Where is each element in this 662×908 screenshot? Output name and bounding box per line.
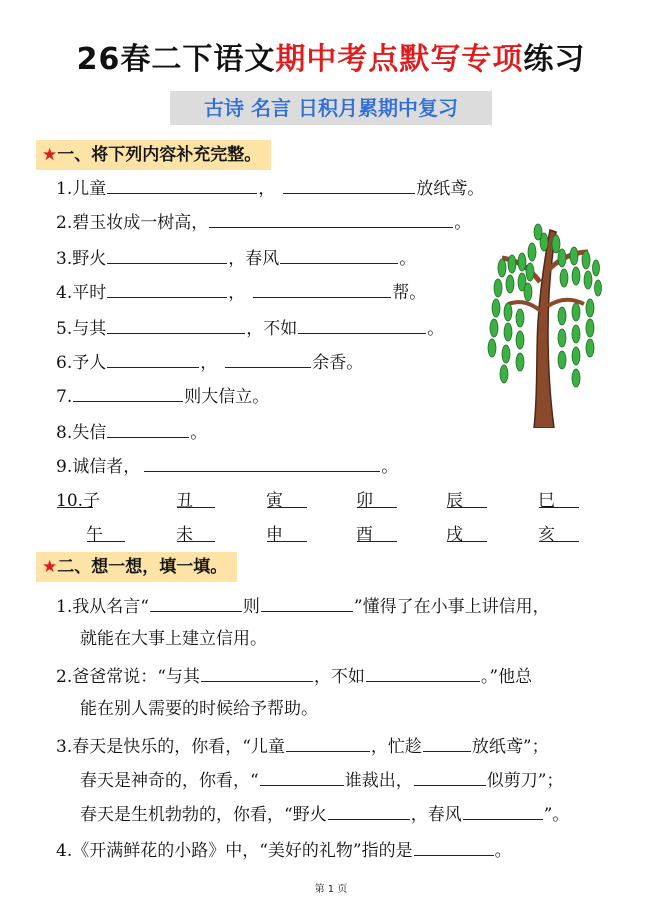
answer-blank[interactable] xyxy=(357,522,397,542)
answer-blank[interactable] xyxy=(73,382,183,402)
answer-blank[interactable] xyxy=(286,732,370,752)
answer-blank[interactable] xyxy=(260,766,344,786)
answer-blank[interactable] xyxy=(144,452,380,472)
answer-blank[interactable] xyxy=(225,348,311,368)
page-title xyxy=(0,34,662,78)
fill-question-3-line-3: 春天是生机勃勃的，你看，“野火 ，春风 ”。 xyxy=(80,800,569,826)
section-2-heading xyxy=(36,552,237,582)
question-2: 2.碧玉妆成一树高， 。 xyxy=(56,208,471,234)
fill-question-3-line-2: 春天是神奇的，你看，“ 谁裁出， 似剪刀”； xyxy=(80,766,563,792)
answer-blank[interactable] xyxy=(177,488,215,508)
question-4: 4.平时 ， 帮。 xyxy=(56,278,426,304)
fill-question-2-line-1: 2.爸爸常说：“与其 ，不如 。”他总 xyxy=(56,662,532,688)
answer-blank[interactable] xyxy=(261,592,353,612)
question-5: 5.与其 ，不如 。 xyxy=(56,314,444,340)
answer-blank[interactable] xyxy=(107,314,245,334)
answer-blank[interactable] xyxy=(150,592,242,612)
section-1-label: 一、将下列内容补充完整。 xyxy=(57,145,262,165)
answer-blank[interactable] xyxy=(267,488,307,508)
answer-blank[interactable] xyxy=(539,522,579,542)
answer-blank[interactable] xyxy=(447,488,487,508)
answer-blank[interactable] xyxy=(414,766,486,786)
answer-blank[interactable] xyxy=(267,522,307,542)
title-part3: 练习 xyxy=(523,42,586,77)
question-3: 3.野火 ，春风 。 xyxy=(56,244,416,270)
fill-question-3-line-1: 3.春天是快乐的，你看，“儿童 ，忙趁 放纸鸢”； xyxy=(56,732,549,758)
fill-question-4: 4.《开满鲜花的小路》中，“美好的礼物”指的是 。 xyxy=(56,836,512,862)
question-8: 8.失信 。 xyxy=(56,418,207,444)
answer-blank[interactable] xyxy=(87,522,125,542)
answer-blank[interactable] xyxy=(107,174,257,194)
fill-question-1-line-2: 就能在大事上建立信用。 xyxy=(80,629,267,649)
question-1: 1.儿童 ， 放纸鸢。 xyxy=(56,174,484,200)
answer-blank[interactable] xyxy=(107,418,189,438)
question-7: 7. 则大信立。 xyxy=(56,382,269,408)
fill-question-2-line-2: 能在别人需要的时候给予帮助。 xyxy=(80,699,318,719)
fill-question-1-line-1: 1.我从名言“ 则 ”懂得了在小事上讲信用， xyxy=(56,592,550,618)
answer-blank[interactable] xyxy=(107,244,227,264)
question-10-row-2: 午 未 申 酉 戌 亥 xyxy=(56,522,616,548)
answer-blank[interactable] xyxy=(298,314,426,334)
answer-blank[interactable] xyxy=(280,244,398,264)
answer-blank[interactable] xyxy=(357,488,397,508)
question-10-row-1: 10.子 丑 寅 卯 辰 巳 xyxy=(56,488,616,514)
answer-blank[interactable] xyxy=(447,522,487,542)
answer-blank[interactable] xyxy=(414,836,494,856)
answer-blank[interactable] xyxy=(201,662,313,682)
answer-blank[interactable] xyxy=(107,278,227,298)
star-icon: ★ xyxy=(42,145,58,165)
answer-blank[interactable] xyxy=(328,800,410,820)
tree-branch xyxy=(508,302,542,312)
answer-blank[interactable] xyxy=(253,278,391,298)
answer-blank[interactable] xyxy=(423,732,471,752)
answer-blank[interactable] xyxy=(463,800,543,820)
answer-blank[interactable] xyxy=(107,348,199,368)
answer-blank[interactable] xyxy=(283,174,415,194)
title-part1: 26春二下语文 xyxy=(76,42,276,77)
tree-trunk xyxy=(534,230,556,428)
answer-blank[interactable] xyxy=(209,208,453,228)
answer-blank[interactable] xyxy=(539,488,579,508)
page-number: 第 1 页 xyxy=(314,884,348,895)
willow-tree-illustration xyxy=(478,222,604,428)
answer-blank[interactable] xyxy=(366,662,480,682)
title-part2: 期中考点默写专项 xyxy=(275,42,524,77)
star-icon: ★ xyxy=(42,557,58,577)
section-1-heading xyxy=(36,140,271,170)
question-9: 9.诚信者， 。 xyxy=(56,452,398,478)
answer-blank[interactable] xyxy=(177,522,215,542)
answer-blank[interactable] xyxy=(57,488,93,508)
section-2-label: 二、想一想，填一填。 xyxy=(57,557,228,577)
question-6: 6.予人 ， 余香。 xyxy=(56,348,363,374)
subtitle-banner: 古诗 名言 日积月累期中复习 xyxy=(170,91,492,125)
